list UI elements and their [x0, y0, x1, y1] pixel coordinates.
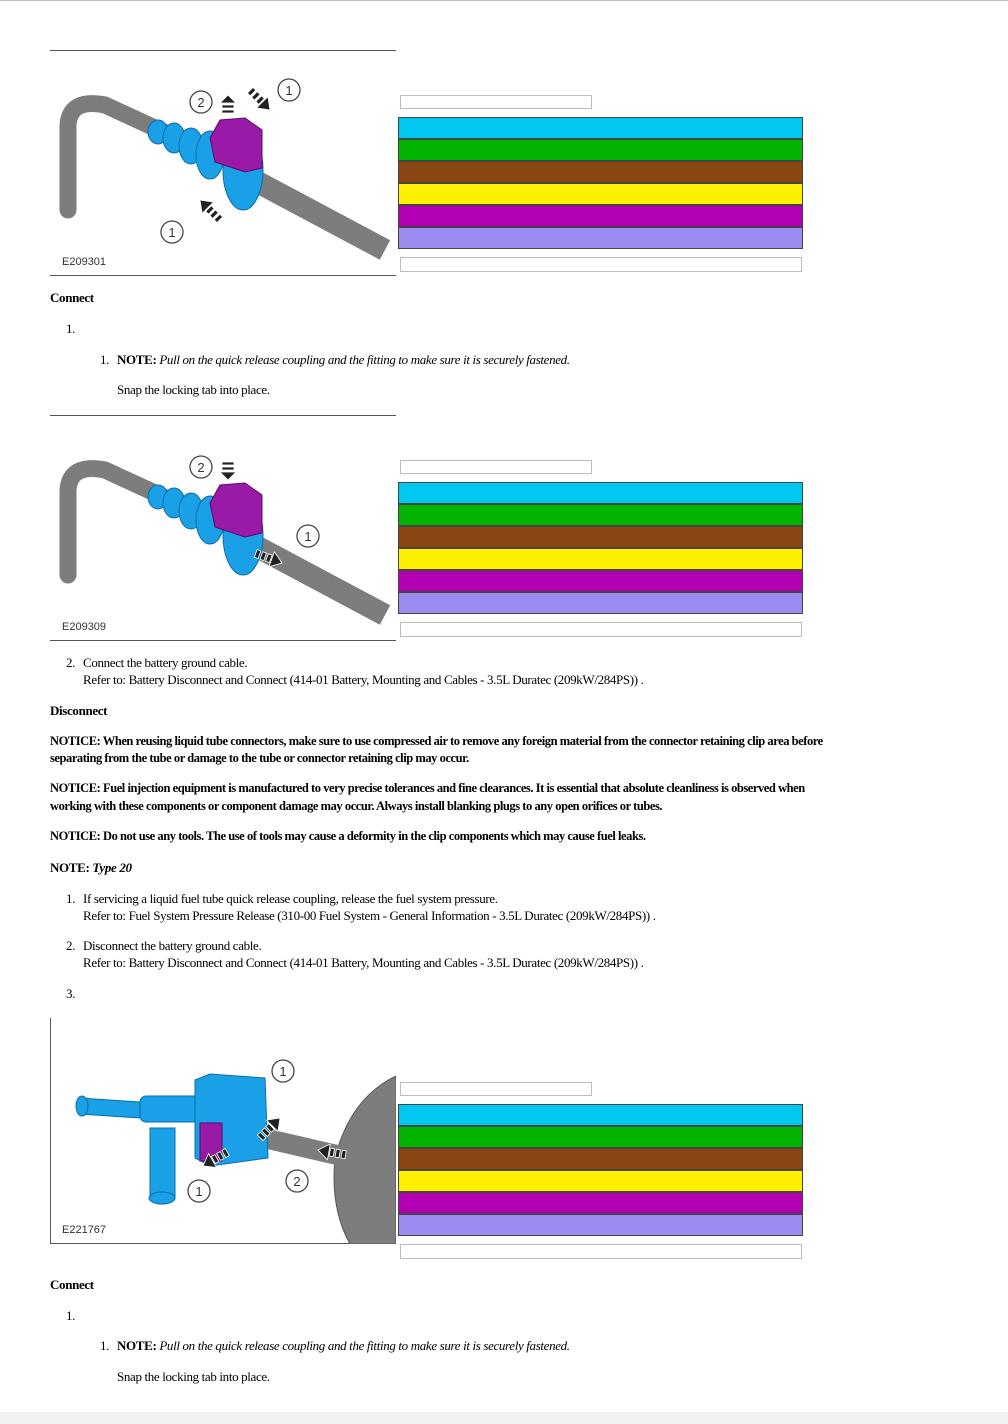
notice-text: NOTICE: Do not use any tools. The use of tools may cause a deformity in the clip components which may cause fuel leaks.	[50, 829, 646, 843]
callout-1	[188, 1180, 210, 1202]
svg-text:1: 1	[279, 1064, 287, 1079]
notice-text: separating from the tube or damage to the tube or connector retaining clip may occur.	[50, 751, 469, 765]
step-number: 1.	[66, 891, 76, 906]
step-text: Connect the battery ground cable.	[83, 655, 248, 670]
callout-1	[278, 79, 300, 101]
section-heading-connect: Connect	[50, 290, 94, 305]
section-heading-disconnect: Disconnect	[50, 703, 108, 718]
legend-stripe-lavender	[398, 592, 803, 614]
legend-stripe-brown	[398, 1148, 803, 1170]
substep-number: 1.	[100, 352, 110, 367]
fuel-tube-left	[68, 104, 170, 210]
svg-text:1: 1	[195, 1184, 203, 1199]
svg-text:1: 1	[304, 529, 312, 544]
step-number: 2.	[66, 655, 76, 670]
legend-stripe-cyan	[398, 482, 803, 504]
arrow-icon-down	[220, 462, 236, 480]
legend-stripe-green	[398, 504, 803, 526]
fuel-tube-right	[250, 178, 385, 250]
legend-empty-box	[400, 257, 802, 272]
legend-stripe-yellow	[398, 548, 803, 570]
color-legend	[398, 95, 803, 275]
page-top-border	[0, 0, 1008, 1]
arrow-icon-push	[194, 194, 225, 225]
figure-e221767	[50, 1018, 396, 1244]
section-heading-connect: Connect	[50, 1277, 94, 1292]
fuel-tube-right	[250, 543, 385, 615]
legend-empty-box	[400, 622, 802, 637]
callout-1	[297, 525, 319, 547]
legend-stripe-cyan	[398, 1104, 803, 1126]
legend-stripe-magenta	[398, 570, 803, 592]
svg-text:2: 2	[197, 460, 205, 475]
fuel-connector-illustration	[50, 1018, 396, 1244]
legend-stripe-brown	[398, 161, 803, 183]
notice-text: NOTICE: When reusing liquid tube connectors, make sure to use compressed air to remove any foreign material from the connector retaining clip area before	[50, 734, 823, 748]
note-line	[117, 1338, 570, 1354]
legend-stripe-yellow	[398, 183, 803, 205]
reference-link[interactable]: Refer to: Battery Disconnect and Connect (414-01 Battery, Mounting and Cables - 3.5L Duratec (209kW/284PS)) .	[83, 672, 644, 687]
legend-stripe-green	[398, 1126, 803, 1148]
legend-empty-box	[400, 1082, 592, 1096]
note-type: Type 20	[92, 860, 132, 875]
step-number: 2.	[66, 938, 76, 953]
notice-text: working with these components or component damage may occur. Always install blanking plugs to any open orifices or tubes.	[50, 799, 663, 813]
legend-stripe-magenta	[398, 1192, 803, 1214]
step-number: 1.	[66, 1308, 76, 1323]
note-line	[50, 860, 132, 876]
color-legend	[398, 460, 803, 640]
connector-nipple-end	[76, 1096, 88, 1116]
legend-stripe-magenta	[398, 205, 803, 227]
notice-text: NOTICE: Fuel injection equipment is manufactured to very precise tolerances and fine clearances. It is essential that absolute cleanliness is observed when	[50, 781, 805, 795]
note-line	[117, 352, 570, 368]
legend-stripe-lavender	[398, 227, 803, 249]
page-bottom-band	[0, 1412, 1008, 1424]
action-text: Snap the locking tab into place.	[117, 1369, 270, 1384]
substep-number: 1.	[100, 1338, 110, 1353]
connector-nipple	[80, 1098, 140, 1118]
legend-stripe-lavender	[398, 1214, 803, 1236]
callout-2	[286, 1170, 308, 1192]
figure-code: E209309	[62, 621, 107, 633]
svg-text:1: 1	[285, 83, 293, 98]
legend-empty-box	[400, 95, 592, 109]
figure-e209309	[50, 415, 396, 641]
callout-1	[161, 221, 183, 243]
svg-text:2: 2	[197, 95, 205, 110]
legend-stripe-yellow	[398, 1170, 803, 1192]
callout-2	[190, 456, 212, 478]
figure-code: E209301	[62, 256, 107, 268]
step-text: Disconnect the battery ground cable.	[83, 938, 262, 953]
step-text: If servicing a liquid fuel tube quick release coupling, release the fuel system pressure.	[83, 891, 498, 906]
legend-stripe-green	[398, 139, 803, 161]
quick-release-coupling-illustration	[50, 50, 396, 276]
note-label: NOTE:	[117, 352, 157, 367]
reference-link[interactable]: Refer to: Fuel System Pressure Release (310-00 Fuel System - General Information - 3.5L Duratec (209kW/284PS)) .	[83, 908, 656, 923]
svg-text:2: 2	[293, 1174, 301, 1189]
note-label: NOTE:	[50, 860, 90, 875]
legend-empty-box	[400, 1244, 802, 1259]
arrow-icon-push	[245, 85, 276, 116]
step-number: 3.	[66, 986, 76, 1001]
action-text: Snap the locking tab into place.	[117, 382, 270, 397]
fuel-tube-left	[68, 469, 170, 575]
callout-2	[190, 91, 212, 113]
legend-stripe-brown	[398, 526, 803, 548]
callout-1	[272, 1060, 294, 1082]
quick-release-coupling-illustration	[50, 415, 396, 641]
note-text: Pull on the quick release coupling and the fitting to make sure it is securely fastened.	[159, 352, 570, 367]
legend-stripe-cyan	[398, 117, 803, 139]
note-text: Pull on the quick release coupling and the fitting to make sure it is securely fastened.	[159, 1338, 570, 1353]
figure-code: E221767	[62, 1224, 107, 1236]
note-label: NOTE:	[117, 1338, 157, 1353]
legend-empty-box	[400, 460, 592, 474]
reference-link[interactable]: Refer to: Battery Disconnect and Connect (414-01 Battery, Mounting and Cables - 3.5L Duratec (209kW/284PS)) .	[83, 955, 644, 970]
connector-stem-end	[149, 1192, 175, 1204]
step-number: 1.	[66, 321, 76, 336]
figure-e209301	[50, 50, 396, 276]
color-legend	[398, 1082, 803, 1262]
connector-stem	[150, 1128, 175, 1198]
arrow-icon-up	[220, 95, 236, 113]
svg-text:1: 1	[168, 225, 176, 240]
